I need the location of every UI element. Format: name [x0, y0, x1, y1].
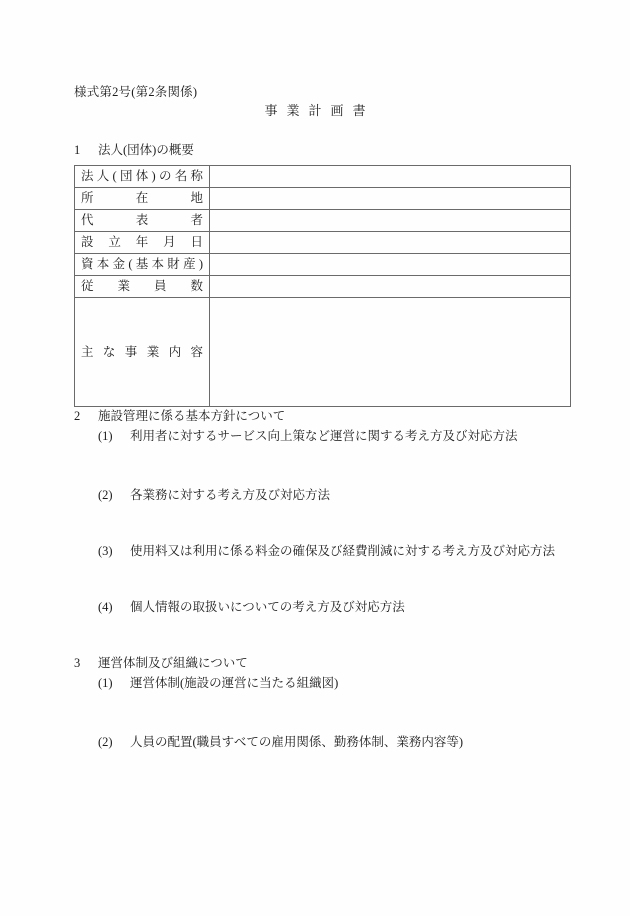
- row-value-cell[interactable]: [210, 298, 571, 407]
- row-value-cell[interactable]: [210, 276, 571, 298]
- item-text: 人員の配置(職員すべての雇用関係、勤務体制、業務内容等): [130, 735, 464, 749]
- section-1-title: 法人(団体)の概要: [98, 143, 194, 157]
- section-1-heading: [74, 140, 194, 158]
- item-text: 各業務に対する考え方及び対応方法: [130, 488, 331, 502]
- item-text: 使用料又は利用に係る料金の確保及び経費削減に対する考え方及び対応方法: [130, 544, 556, 558]
- row-label-cell: [75, 254, 210, 276]
- section-3-number: 3: [74, 656, 81, 670]
- item-label: (3): [98, 544, 113, 558]
- item-label: (2): [98, 488, 113, 502]
- row-label-text: 代表者: [81, 213, 203, 227]
- row-label-cell: [75, 188, 210, 210]
- section-3-item-2: [98, 732, 463, 750]
- row-label-cell: [75, 210, 210, 232]
- section-2-item-2: [98, 485, 330, 503]
- item-label: (2): [98, 735, 113, 749]
- section-3-item-1: [98, 673, 338, 691]
- item-text: 個人情報の取扱いについての考え方及び対応方法: [130, 600, 405, 614]
- row-label-text: 設立年月日: [81, 235, 203, 249]
- row-label-text: 従業員数: [81, 279, 203, 293]
- section-2-item-1: [98, 426, 518, 444]
- item-text: 運営体制(施設の運営に当たる組織図): [130, 676, 339, 690]
- item-label: (1): [98, 429, 113, 443]
- table-row: [75, 254, 571, 276]
- table-row: [75, 166, 571, 188]
- section-2-item-4: [98, 597, 405, 615]
- row-value-cell[interactable]: [210, 166, 571, 188]
- row-label-text: 所在地: [81, 191, 203, 205]
- row-label-cell: [75, 166, 210, 188]
- row-value-cell[interactable]: [210, 210, 571, 232]
- section-2-item-3: [98, 541, 555, 559]
- row-value-cell[interactable]: [210, 254, 571, 276]
- row-label-text: 主な事業内容: [81, 344, 203, 359]
- row-label-cell: [75, 298, 210, 407]
- item-text: 利用者に対するサービス向上策など運営に関する考え方及び対応方法: [130, 429, 518, 443]
- table-row: [75, 210, 571, 232]
- table-row: [75, 232, 571, 254]
- row-value-cell[interactable]: [210, 232, 571, 254]
- row-label-cell: [75, 276, 210, 298]
- table-row: [75, 276, 571, 298]
- section-2-title: 施設管理に係る基本方針について: [98, 409, 286, 423]
- form-number: 様式第2号(第2条関係): [74, 85, 198, 99]
- row-label-text: 法人(団体)の名称: [81, 169, 203, 183]
- row-label-cell: [75, 232, 210, 254]
- document-title: 事業計画書: [264, 103, 375, 118]
- section-3-heading: [74, 653, 248, 671]
- section-1-number: 1: [74, 143, 81, 157]
- section-3-title: 運営体制及び組織について: [98, 656, 248, 670]
- corporation-overview-table: [74, 165, 571, 407]
- row-label-text: 資本金(基本財産): [81, 257, 203, 271]
- table-row: [75, 298, 571, 407]
- section-2-number: 2: [74, 409, 81, 423]
- section-2-heading: [74, 406, 285, 424]
- item-label: (1): [98, 676, 113, 690]
- row-value-cell[interactable]: [210, 188, 571, 210]
- table-row: [75, 188, 571, 210]
- item-label: (4): [98, 600, 113, 614]
